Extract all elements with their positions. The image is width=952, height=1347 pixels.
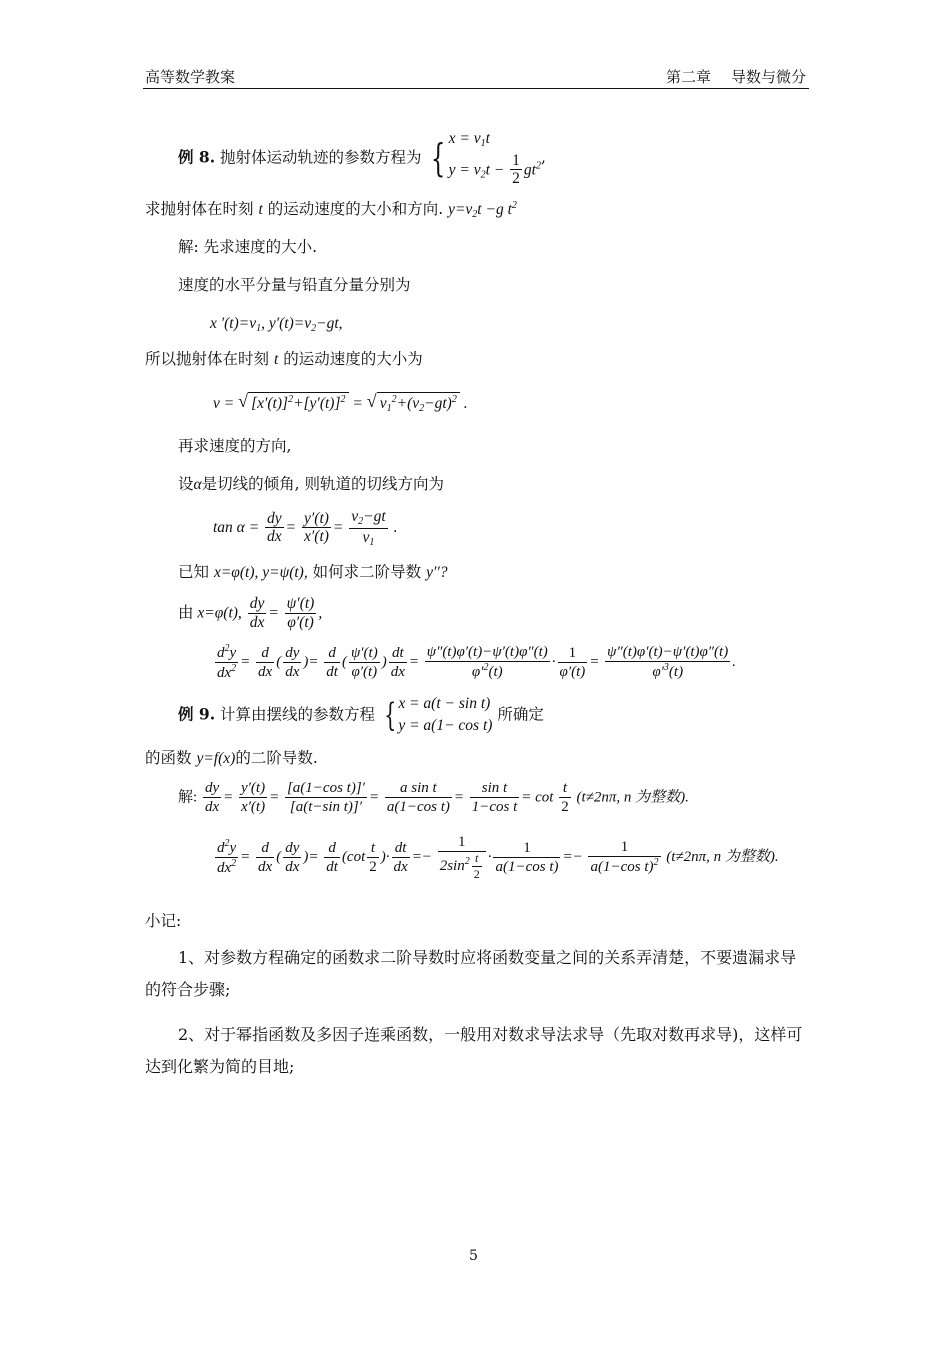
header-rule [143, 88, 809, 89]
second-derivative-question: 已知 x=φ(t), y=ψ(t), 如何求二阶导数 y′′? [178, 563, 448, 581]
notes-title: 小记: [145, 912, 182, 930]
example-8-system: $x = v_1t$ $y = v_2t$ − $\frac{1}{2}$ $gt^2$ [448, 130, 541, 188]
second-derivative-formula: $\frac{d^2y}{dx^2}$ = $\frac{d}{dx}$ ( $\frac{dy}{dx}$ )= $\frac{d}{dt}$ ( $\frac{\psi'(t)}{\varphi'(t)}$ ) $\frac{dt}{dx}$ = $\frac{\psi''(t)\varphi'(t)-\psi'(t)\varphi''(t)}{\varphi'^2(t)}$ · $\frac{1}{\varphi'(t)}$ = $\frac{\psi''(t)\varphi'(t)-\psi'(t)\varphi''(t)}{\varphi'^3(t)}$ . [217, 643, 736, 682]
speed-formula: v = √ $[x'(t)]^2+[y'(t)]^2$ = √ $v_1^2+(v_2-gt)^2$ . [213, 391, 468, 414]
example-8-label: 例 8 [178, 147, 210, 167]
header-course-title: 高等数学教案 [145, 68, 236, 86]
example-9-statement: 例 9. 计算由摆线的参数方程 { x = a(t − sin t) y = a(1− cos t) 所确定 [178, 695, 544, 735]
example-9-question: 的函数 y=f(x)的二阶导数. [145, 749, 318, 767]
solution-8-step3: 所以抛射体在时刻 t 的运动速度的大小为 [145, 350, 423, 368]
header-chapter-title: 导数与微分 [730, 68, 806, 86]
solution-9-first-derivative: 解: $\frac{dy}{dx}$ = $\frac{y'(t)}{x'(t)}$ = $\frac{\text{[a(1−cos t)]′}}{\text{[a(t−sin t)]′}}$ = $\frac{\text{a sin t}}{\text{a(1−cos t)}}$ = $\frac{\text{sin t}}{\text{1−cos t}}$ = cot $\frac{t}{2}$ (t≠2nπ, n 为整数). [178, 780, 689, 816]
header-chapter-number: 第二章 [665, 68, 711, 86]
example-8-intro: 抛射体运动轨迹的参数方程为 [220, 148, 422, 167]
note-2: 2、对于幂指函数及多因子连乘函数，一般用对数求导法求导（先取对数再求导)，这样可达到化繁为简的目地; [145, 1025, 803, 1076]
velocity-components: x $'(t)=v_1$, $y'(t)=v_2-gt$, [210, 315, 343, 334]
solution-8-step1: 解: 先求速度的大小. [178, 238, 318, 256]
solution-8-step4: 再求速度的方向, [178, 437, 292, 455]
solution-8-step2: 速度的水平分量与铅直分量分别为 [178, 276, 411, 294]
note-1: 1、对参数方程确定的函数求二阶导数时应将函数变量之间的关系弄清楚，不要遗漏求导的符合步骤; [145, 948, 797, 999]
first-derivative-formula: 由 x=φ(t), $\frac{dy}{dx}$ = $\frac{\psi'(t)}{\varphi'(t)}$ , [178, 595, 323, 631]
solution-9-second-derivative: $\frac{d^2y}{dx^2}$ = $\frac{d}{dx}$ ( $\frac{dy}{dx}$ )= $\frac{d}{dt}$ (cot $\frac{t}{2}$ )· $\frac{dt}{dx}$ =− 1 $2\sin^2$ $\frac{t}{2}$ · $\frac{1}{\text{a(1−cos t)}}$ =− $\frac{1}{a(1-\cos t)^2}$ (t≠2nπ, n 为整数). [217, 834, 779, 882]
example-8-statement: 例 8. 抛射体运动轨迹的参数方程为 { $x = v_1t$ $y = v_2t$ − $\frac{1}{2}$ $gt^2$ , [178, 130, 546, 188]
tangent-formula: tan α = $\frac{dy}{dx}$ = $\frac{y'(t)}{x'(t)}$ = $\frac{v_2-gt}{v_1}$ . [213, 508, 398, 548]
page-number: 5 [469, 1248, 478, 1264]
example-8-question: 求抛射体在时刻 t 的运动速度的大小和方向. $y=v_2t -g$ $t^2$ [145, 200, 517, 220]
solution-8-step5: 设α是切线的倾角, 则轨道的切线方向为 [178, 475, 445, 493]
header-chapter [646, 66, 806, 87]
